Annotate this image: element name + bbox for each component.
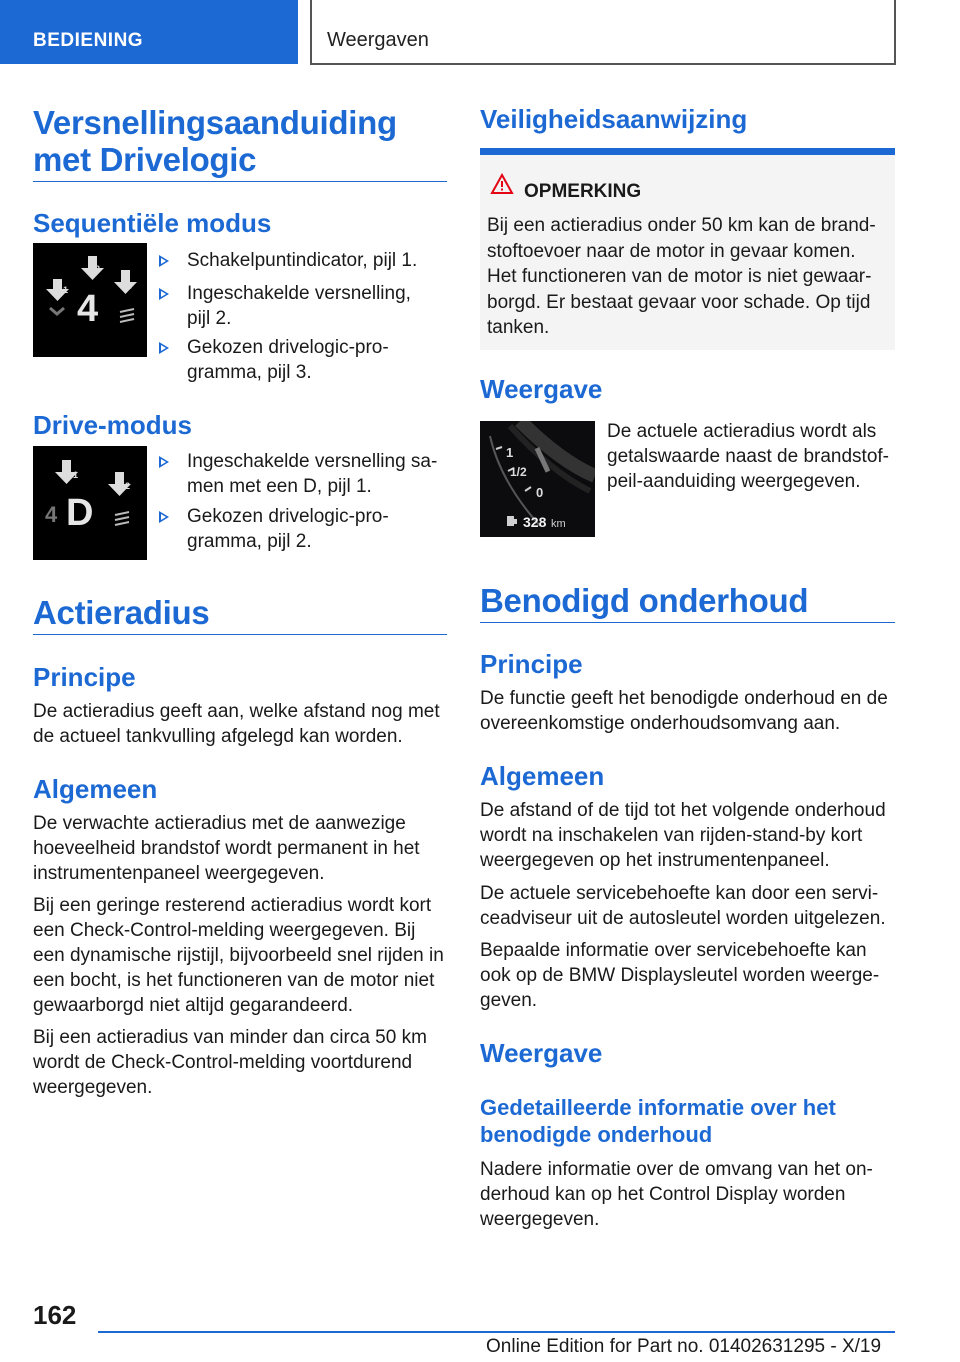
bullet-triangle-icon xyxy=(159,255,169,267)
range-title: Actieradius xyxy=(33,594,210,631)
text-line: wordt de Check-Control-melding voortdurend xyxy=(33,1052,413,1073)
drive-item-2 xyxy=(147,504,447,554)
drive-item-1-line-2: men met een D, pijl 1. xyxy=(187,476,372,497)
detail-heading-line-1: Gedetailleerde informatie over het xyxy=(480,1095,836,1120)
weergave2-heading-right: Weergave xyxy=(480,1038,603,1068)
edition-text: Online Edition for Part no. 01402631295 - X/19 xyxy=(486,1336,882,1357)
section-label: BEDIENING xyxy=(33,30,144,51)
text-line: Bij een actieradius onder 50 km kan de brand- xyxy=(487,215,876,236)
text-line: De actieradius geeft aan, welke afstand nog met xyxy=(33,701,440,722)
text-line: de actueel tankvulling afgelegd kan worden. xyxy=(33,726,403,747)
bullet-triangle-icon xyxy=(159,511,169,523)
text-line: ook op de BMW Displaysleutel worden weerge- xyxy=(480,965,880,986)
range-rule xyxy=(33,634,447,635)
seq-item-1 xyxy=(147,248,447,273)
arrow-label-1: 1 xyxy=(73,470,79,480)
principe-heading-left: Principe xyxy=(33,662,136,692)
algemeen-p3-right xyxy=(480,938,900,1013)
service-rule xyxy=(480,622,895,623)
bullet-triangle-icon xyxy=(159,342,169,354)
principe-text-left xyxy=(33,699,447,749)
seq-item-2 xyxy=(147,281,447,331)
text-line: een Check-Control-melding weergegeven. Bij xyxy=(33,920,416,941)
detail-heading-line-2: benodigde onderhoud xyxy=(480,1122,713,1147)
text-line: Het functioneren van de motor is niet gewaar- xyxy=(487,266,872,287)
text-line: Nadere informatie over de omvang van het on- xyxy=(480,1159,873,1180)
gauge-range-unit: km xyxy=(551,518,566,530)
weergave-text-right xyxy=(607,419,897,494)
seq-item-1-text: Schakelpuntindicator, pijl 1. xyxy=(187,250,418,271)
text-line: De actuele servicebehoefte kan door een servi- xyxy=(480,883,879,904)
algemeen-p1-left xyxy=(33,811,447,886)
page-number: 162 xyxy=(33,1300,77,1330)
gauge-mark-full: 1 xyxy=(506,445,514,460)
notice-text xyxy=(487,213,887,341)
text-line: hoeveelheid brandstof wordt permanent in het xyxy=(33,838,420,859)
gear-indicator-graphic xyxy=(33,243,147,357)
drive-item-2-line-2: gramma, pijl 2. xyxy=(187,531,312,552)
drive-item-2-line-1: Gekozen drivelogic-pro- xyxy=(187,506,389,527)
text-line: ceadviseur uit de autosleutel worden uitgelezen. xyxy=(480,908,886,929)
text-line: Bepaalde informatie over servicebehoefte kan xyxy=(480,940,867,961)
algemeen-p3-left xyxy=(33,1025,447,1100)
text-line: weergegeven op het instrumentenpaneel. xyxy=(480,850,830,871)
text-line: De actuele actieradius wordt als xyxy=(607,421,877,442)
section-title xyxy=(33,104,397,178)
arrow-label-2: 2 xyxy=(95,264,101,274)
detail-heading xyxy=(480,1094,836,1148)
drive-mode-image xyxy=(33,446,147,560)
algemeen-p2-right xyxy=(480,881,900,931)
gauge-range-value: 328 xyxy=(523,514,547,530)
bullet-triangle-icon xyxy=(159,288,169,300)
text-line: De functie geeft het benodigde onderhoud en de xyxy=(480,688,888,709)
seq-item-2-line-1: Ingeschakelde versnelling, xyxy=(187,283,411,304)
footer-rule xyxy=(98,1331,895,1333)
weergave-heading-right: Weergave xyxy=(480,374,603,404)
text-line: derhoud kan op het Control Display worden xyxy=(480,1184,846,1205)
text-line: peil-aanduiding weergegeven. xyxy=(607,471,861,492)
drive-item-1 xyxy=(147,449,447,499)
seq-item-3-line-1: Gekozen drivelogic-pro- xyxy=(187,337,389,358)
algemeen-p2-left xyxy=(33,893,447,1018)
text-line: borgd. Er bestaat gevaar voor schade. Op tijd xyxy=(487,291,871,313)
text-line: wordt na inschakelen van rijden-stand-by kort xyxy=(480,825,863,846)
algemeen-heading-right: Algemeen xyxy=(480,761,605,791)
drive-gear: 4 xyxy=(45,502,58,527)
text-line: weergegeven. xyxy=(33,1077,153,1098)
fuel-gauge-image xyxy=(480,421,595,537)
seq-item-3 xyxy=(147,335,447,385)
text-line: stoftoevoer naar de motor in gevaar komen. xyxy=(487,240,856,262)
principe-text-right xyxy=(480,686,900,736)
text-line: instrumentenpaneel weergegeven. xyxy=(33,863,325,884)
service-title: Benodigd onderhoud xyxy=(480,582,809,619)
text-line: Bij een geringe resterend actieradius wordt kort xyxy=(33,895,432,916)
text-line: gewaarborgd niet altijd gegarandeerd. xyxy=(33,995,354,1016)
text-line: een bocht, is het functioneren van de motor niet xyxy=(33,970,435,991)
drive-heading: Drive-modus xyxy=(33,410,192,440)
principe-heading-right: Principe xyxy=(480,649,583,679)
text-line: De verwachte actieradius met de aanwezige xyxy=(33,813,406,834)
seq-item-3-line-2: gramma, pijl 3. xyxy=(187,362,312,383)
arrow-label-1: 1 xyxy=(63,285,69,295)
notice-label: OPMERKING xyxy=(524,181,642,202)
drive-indicator-graphic xyxy=(33,446,147,560)
text-line: tanken. xyxy=(487,317,550,338)
algemeen-heading-left: Algemeen xyxy=(33,774,158,804)
fuel-gauge-graphic xyxy=(480,421,595,537)
title-rule xyxy=(33,181,447,182)
arrow-label-2: 2 xyxy=(125,481,131,491)
text-line: een dynamische rijstijl, bijvoorbeeld snel rijden in xyxy=(33,945,444,966)
text-line: Bij een actieradius van minder dan circa 50 km xyxy=(33,1027,427,1048)
chapter-label: Weergaven xyxy=(327,29,429,51)
gauge-mark-empty: 0 xyxy=(536,485,544,500)
drive-letter: D xyxy=(66,492,94,534)
section-tab xyxy=(0,0,298,64)
seq-item-2-line-2: pijl 2. xyxy=(187,308,232,329)
text-line: getalswaarde naast de brandstof- xyxy=(607,446,890,467)
safety-title: Veiligheidsaanwijzing xyxy=(480,104,748,134)
text-line: De afstand of de tijd tot het volgende onderhoud xyxy=(480,800,886,821)
bullet-triangle-icon xyxy=(159,456,169,468)
seq-heading: Sequentiële modus xyxy=(33,208,272,238)
detail-text xyxy=(480,1157,900,1232)
notice-box xyxy=(480,148,895,350)
sequential-mode-image xyxy=(33,243,147,357)
title-line-2: met Drivelogic xyxy=(33,141,257,178)
text-line: overeenkomstige onderhoudsomvang aan. xyxy=(480,713,841,734)
svg-text:4: 4 xyxy=(77,288,99,330)
drive-item-1-line-1: Ingeschakelde versnelling sa- xyxy=(187,451,438,472)
algemeen-p1-right xyxy=(480,798,900,873)
arrow-label-3: 3 xyxy=(127,281,133,291)
text-line: weergegeven. xyxy=(480,1209,600,1230)
gauge-mark-half: 1/2 xyxy=(510,465,527,479)
warning-triangle-icon xyxy=(490,173,514,195)
chapter-tab xyxy=(310,0,896,65)
title-line-1: Versnellingsaanduiding xyxy=(33,104,397,141)
text-line: geven. xyxy=(480,990,538,1011)
